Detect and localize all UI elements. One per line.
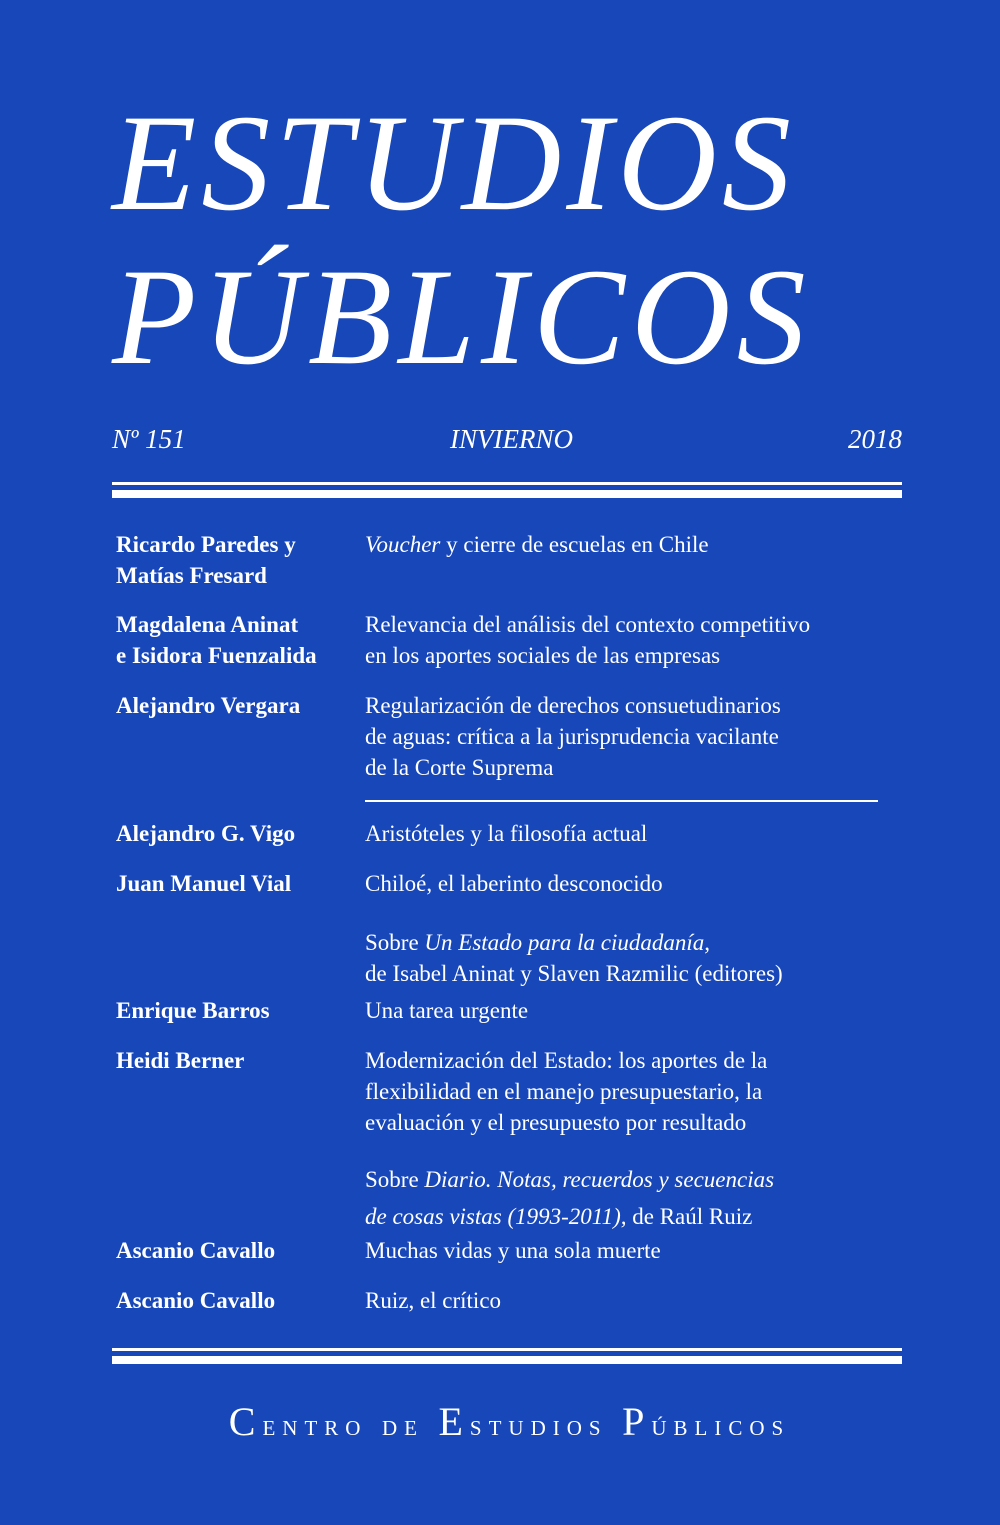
toc-author: Heidi Berner — [116, 1048, 245, 1073]
toc-title: Chiloé, el laberinto desconocido — [365, 871, 663, 896]
journal-title-line-2: PÚBLICOS — [112, 240, 812, 393]
toc-title: Ruiz, el crítico — [365, 1288, 502, 1313]
toc-title: Modernización del Estado: los aportes de la flexibilidad en el manejo presupuestario, la evaluación y el presupuesto por resultado — [365, 1048, 768, 1135]
issue-season: INVIERNO — [450, 424, 573, 454]
toc-title: Una tarea urgente — [365, 998, 529, 1023]
toc-title: Relevancia del análisis del contexto competitivo en los aportes sociales de las empresas — [365, 612, 811, 668]
toc-title: Voucher y cierre de escuelas en Chile — [365, 532, 709, 557]
top-double-rule — [112, 482, 902, 498]
issue-year: 2018 — [848, 424, 902, 454]
toc-title: Muchas vidas y una sola muerte — [365, 1238, 661, 1263]
toc-author: Ascanio Cavallo — [116, 1288, 276, 1313]
toc-author: Alejandro G. Vigo — [116, 821, 296, 846]
section-divider — [365, 800, 878, 802]
toc-title: Aristóteles y la filosofía actual — [365, 821, 648, 846]
journal-title-line-1: ESTUDIOS — [112, 86, 796, 239]
toc-author: Ricardo Paredes y Matías Fresard — [116, 532, 296, 588]
toc-author: Juan Manuel Vial — [116, 871, 292, 896]
issue-number: Nº 151 — [112, 424, 186, 454]
toc-author: Enrique Barros — [116, 998, 270, 1023]
toc-author: Alejandro Vergara — [116, 693, 301, 718]
toc-author: Magdalena Aninat e Isidora Fuenzalida — [116, 612, 317, 668]
toc-author: Ascanio Cavallo — [116, 1238, 276, 1263]
bottom-double-rule — [112, 1348, 902, 1364]
toc-title: Regularización de derechos consuetudinarios de aguas: crítica a la jurisprudencia vacilante de la Corte Suprema — [365, 693, 781, 780]
publisher-name: Centro de Estudios Públicos — [228, 1399, 791, 1444]
